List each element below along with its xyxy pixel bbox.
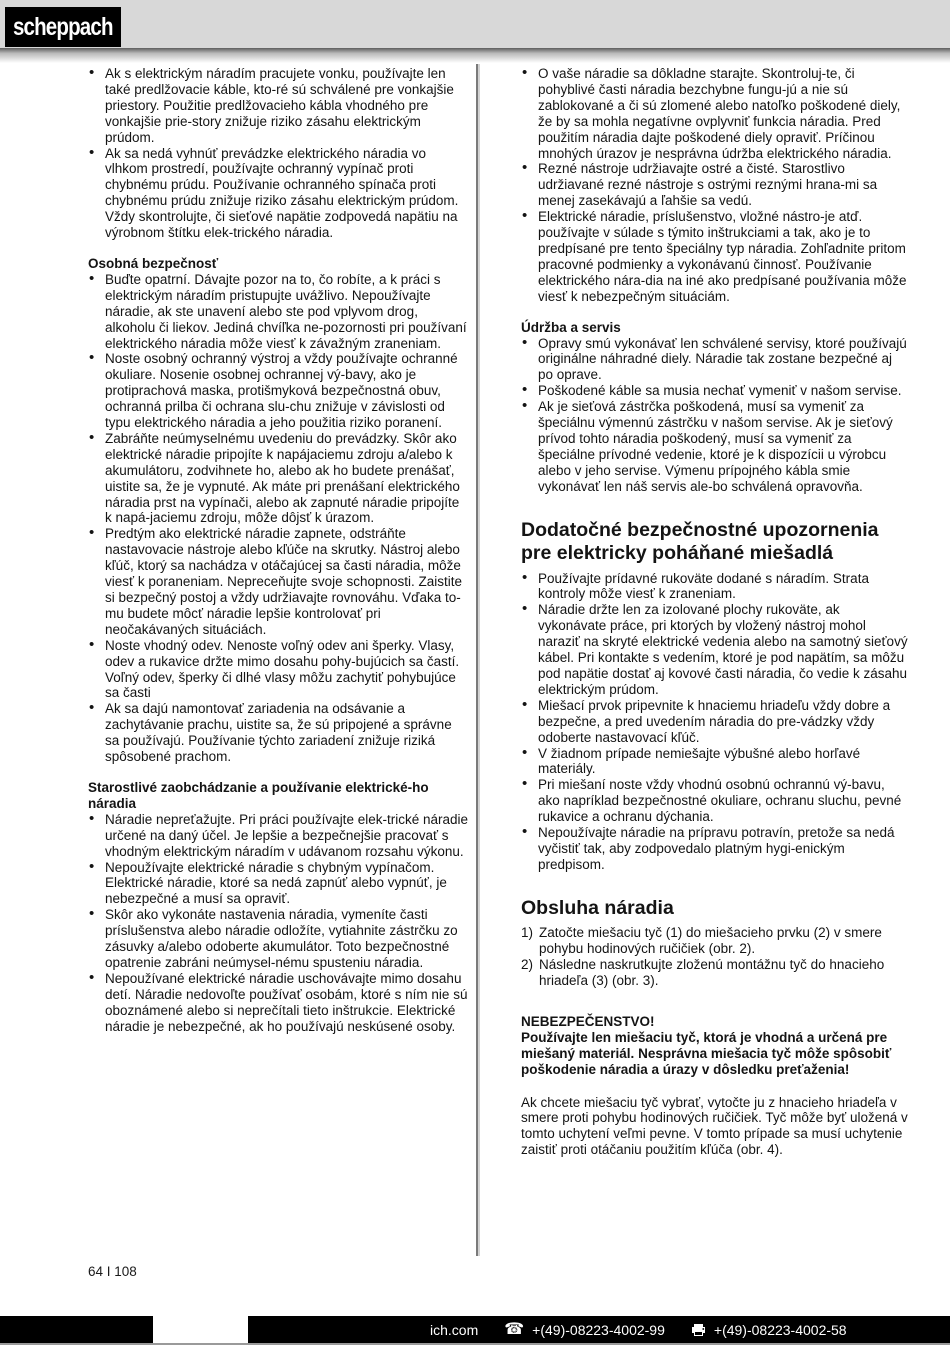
bullet-item: • O vaše náradie sa dôkladne starajte. Skontroluj-te, či pohyblivé časti náradia bezchybne fungu-jú a nie sú zablokované a či sú zlomené alebo natoľko poškodené diely, že by sa mohla negatívne ovplyvniť funkcia náradia. Pred použitím náradia dajte poškodené diely opraviť. Príčinou mnohých úrazov je nesprávna údržba elektrického náradia. [521, 66, 908, 161]
footer-fax-number: +(49)-08223-4002-58 [713, 1321, 847, 1338]
bullet-item: • Náradie držte len za izolované plochy rukoväte, ak vykonávate práce, pri ktorých by vložený nástroj mohol naraziť na skryté elektrické vedenia alebo na samotný sieťový kábel. Pri kontakte s vedením, ktoré je pod napätím, sa môžu pod napätie dostať aj kovové časti náradia, čo vedie k zásahu elektrickým prúdom. [521, 602, 908, 697]
header-shadow [0, 48, 950, 63]
header-bar [0, 0, 950, 48]
section-heading-careful-handling: Starostlivé zaobchádzanie a používanie elektrické-ho náradia [88, 779, 429, 811]
bullet-item: • Nepoužívajte náradie na prípravu potravín, pretože sa nedá vyčistiť tak, aby zodpovedalo platným hygi-enickým predpisom. [521, 825, 908, 873]
bullet-item: • Ak sa dajú namontovať zariadenia na odsávanie a zachytávanie prachu, uistite sa, že sú pripojené a správne sa používajú. Používanie týchto zariadení znižuje riziká spôsobené prachom. [88, 701, 469, 765]
footer-contact [430, 1316, 847, 1343]
page-number: 64 I 108 [88, 1264, 137, 1279]
phone-icon: ☎ [504, 1320, 525, 1338]
right-column [521, 66, 908, 1158]
bullet-item: • Elektrické náradie, príslušenstvo, vložné nástro-je atď. používajte v súlade s týmito inštrukciami a tak, ako je to predpísané pre tento špeciálny typ náradia. Zohľadnite pritom pracovné podmienky a vykonávanú činnosť. Používanie elektrického nára-dia na iné ako predpísané používania môže viesť k nebezpečným situáciám. [521, 209, 908, 304]
bullet-item: • Opravy smú vykonávať len schválené servisy, ktoré používajú originálne náhradné diely. Náradie tak zostane bezpečné aj po oprave. [521, 336, 908, 384]
bullet-item: • Miešací prvok pripevnite k hnaciemu hriadeľu vždy dobre a bezpečne, a pred uvedením náradia do pre-vádzky vždy odoberte nastavovací kľúč. [521, 698, 908, 746]
section-heading-personal-safety: Osobná bezpečnosť [88, 255, 219, 271]
footer-bar [0, 1316, 950, 1343]
logo-text: scheppach [13, 12, 113, 41]
danger-title: NEBEZPEČENSTVO! [521, 1013, 655, 1029]
bullet-item: • Noste osobný ochranný výstroj a vždy používajte ochranné okuliare. Nosenie osobnej ochrannej vý-bavy, ako je protiprachová maska, protišmyková bezpečnostná obuv, ochranná prilba či ochrana slu-chu znižuje v závislosti od typu elektrického náradia a jeho použitia riziko poranení. [88, 351, 469, 431]
bullet-item: • Noste vhodný odev. Nenoste voľný odev ani šperky. Vlasy, odev a rukavice držte mimo dosahu pohy-bujúcich sa častí. Voľný odev, šperky či dlhé vlasy môžu zachytiť pohybujúce sa časti [88, 638, 469, 702]
step-item [521, 957, 908, 989]
danger-notice [521, 1014, 908, 1078]
bullet-item: • Rezné nástroje udržiavajte ostré a čisté. Starostlivo udržiavané rezné nástroje s ostrými reznými hrana-mi sa menej zasekávajú a ľahšie sa vedú. [521, 161, 908, 209]
bullet-item: • V žiadnom prípade nemiešajte výbušné alebo horľavé materiály. [521, 746, 908, 778]
step-number: 1) [521, 925, 534, 941]
bullet-item: • Zabráňte neúmyselnému uvedeniu do prevádzky. Skôr ako elektrické náradie pripojíte k napájaciemu zdroju a/alebo k akumulátoru, zodvihnete ho, alebo ak ho budete prenášať, uistite sa, že je vypnuté. Ak máte pri prenášaní elektrického náradia prst na vypínači, alebo ak zapnuté náradie pripojíte k napá-jaciemu zdroju, môže dôjsť k úrazom. [88, 431, 469, 526]
column-divider [476, 64, 478, 1256]
left-column [88, 66, 469, 1034]
maintenance-bullet-list [521, 336, 908, 495]
scheppach-logo [5, 7, 121, 47]
bullet-item: • Používajte prídavné rukoväte dodané s náradím. Strata kontroly môže viesť k zraneniam. [521, 571, 908, 603]
step-number: 2) [521, 957, 534, 973]
bullet-item: • Nepoužívajte elektrické náradie s chybným vypínačom. Elektrické náradie, ktoré sa nedá zapnúť alebo vypnúť, je nebezpečné a musí sa opraviť. [88, 860, 469, 908]
bullet-item: • Náradie nepreťažujte. Pri práci používajte elek-trické náradie určené na daný účel. Je lepšie a bezpečnejšie pracovať s vhodným elektrickým náradím v udávanom rozsahu výkonu. [88, 812, 469, 860]
care-bullet-list [521, 66, 908, 305]
bullet-item: • Skôr ako vykonáte nastavenia náradia, vymeníte časti príslušenstva alebo náradie odložíte, vytiahnite zástrčku zo zásuvky a/alebo odoberte akumulátor. Toto bezpečnostné opatrenie zabráni neúmysel-nému spusteniu náradia. [88, 907, 469, 971]
operation-steps [521, 925, 908, 989]
careful-handling-bullet-list [88, 812, 469, 1035]
bullet-item: • Ak sa nedá vyhnúť prevádzke elektrického náradia vo vlhkom prostredí, používajte ochranný vypínač proti chybnému prúdu. Používanie ochranného spínača proti chybnému prúdu znižuje riziko zásahu elektrickým prúdom. Vždy skontrolujte, či sieťové napätie zodpovedá napätiu na výrobnom štítku elek-trického náradia. [88, 146, 469, 241]
bullet-item: • Buďte opatrní. Dávajte pozor na to, čo robíte, a k práci s elektrickým náradím pristupujte uvážlivo. Nepoužívajte náradie, ak ste unavení alebo ste pod vplyvom drog, alkoholu či liekov. Jediná chvíľka ne-pozornosti pri používaní elektrického náradia môže viesť k závažným zraneniam. [88, 272, 469, 352]
section-heading-additional-safety: Dodatočné bezpečnostné upozornenia pre elektricky poháňané miešadlá [521, 518, 879, 565]
footer-phone-number: +(49)-08223-4002-99 [532, 1321, 665, 1338]
bullet-item: • Ak s elektrickým náradím pracujete vonku, používajte len také predlžovacie káble, kto-ré sú schválené pre vonkajšie priestory. Použitie predlžovacieho kábla vhodného pre vonkajšie prie-story znižuje riziko zásahu elektrickým prúdom. [88, 66, 469, 146]
danger-text: Používajte len miešaciu tyč, ktorá je vhodná a určená pre miešaný materiál. Nesprávna miešacia tyč môže spôsobiť poškodenie náradia a úrazy v dôsledku preťaženia! [521, 1029, 892, 1077]
bullet-item: • Nepoužívané elektrické náradie uschovávajte mimo dosahu detí. Náradie nedovoľte používať osobám, ktoré s ním nie sú oboznámené alebo si neprečítali tieto inštrukcie. Elektrické náradie je nebezpečné, ak ho používajú neskúsené osoby. [88, 971, 469, 1035]
bullet-item: • Predtým ako elektrické náradie zapnete, odstráňte nastavovacie nástroje alebo kľúče na skrutky. Nástroj alebo kľúč, ktorý sa nachádza v otáčajúcej sa časti náradia, môže viesť k poraneniam. Nepreceňujte svoje schopnosti. Zaistite si bezpečný postoj a vždy udržiavajte rovnováhu. Vďaka to-mu budete môcť náradie lepšie kontrolovať pri neočakávaných situáciách. [88, 526, 469, 637]
step-text: Zatočte miešaciu tyč (1) do miešacieho prvku (2) v smere pohybu hodinových ručičiek (obr. 2). [539, 925, 882, 957]
fax-icon [691, 1323, 706, 1336]
step-item [521, 925, 908, 957]
additional-safety-bullet-list [521, 571, 908, 873]
bullet-item: • Poškodené káble sa musia nechať vymeniť v našom servise. [521, 383, 908, 399]
footer-website: ich.com [430, 1321, 479, 1338]
section-heading-maintenance-service: Údržba a servis [521, 319, 621, 335]
footer-bar-gap [153, 1316, 248, 1343]
section-heading-operation: Obsluha náradia [521, 896, 674, 919]
bullet-item: • Pri miešaní noste vždy vhodnú osobnú ochrannú vý-bavu, ako napríklad bezpečnostné okuliare, ochranu sluchu, pevné rukavice a ochranu dýchania. [521, 777, 908, 825]
step-text: Následne naskrutkujte zloženú montážnu tyč do hnacieho hriadeľa (3) (obr. 3). [539, 957, 885, 988]
personal-safety-bullet-list [88, 272, 469, 765]
closing-paragraph: Ak chcete miešaciu tyč vybrať, vytočte ju z hnacieho hriadeľa v smere proti pohybu hodinových ručičiek. Tyč môže byť uložená v tomto uchytení veľmi pevne. V tomto prípade sa musí uchytenie zaistiť proti otáčaniu použitím kľúča (obr. 4). [521, 1094, 908, 1158]
bullet-item: • Ak je sieťová zástrčka poškodená, musí sa vymeniť za špeciálnu výmennú zástrčku v našom servise. Ak je sieťový prívod tohto náradia poškodený, musí sa vymeniť za špeciálne prívodné vedenie, ktoré je k dispozícii u výrobcu alebo v jeho servise. Výmenu prípojného kábla smie vykonávať len náš servis ale-bo schválená opravovňa. [521, 399, 908, 494]
intro-bullet-list [88, 66, 469, 241]
